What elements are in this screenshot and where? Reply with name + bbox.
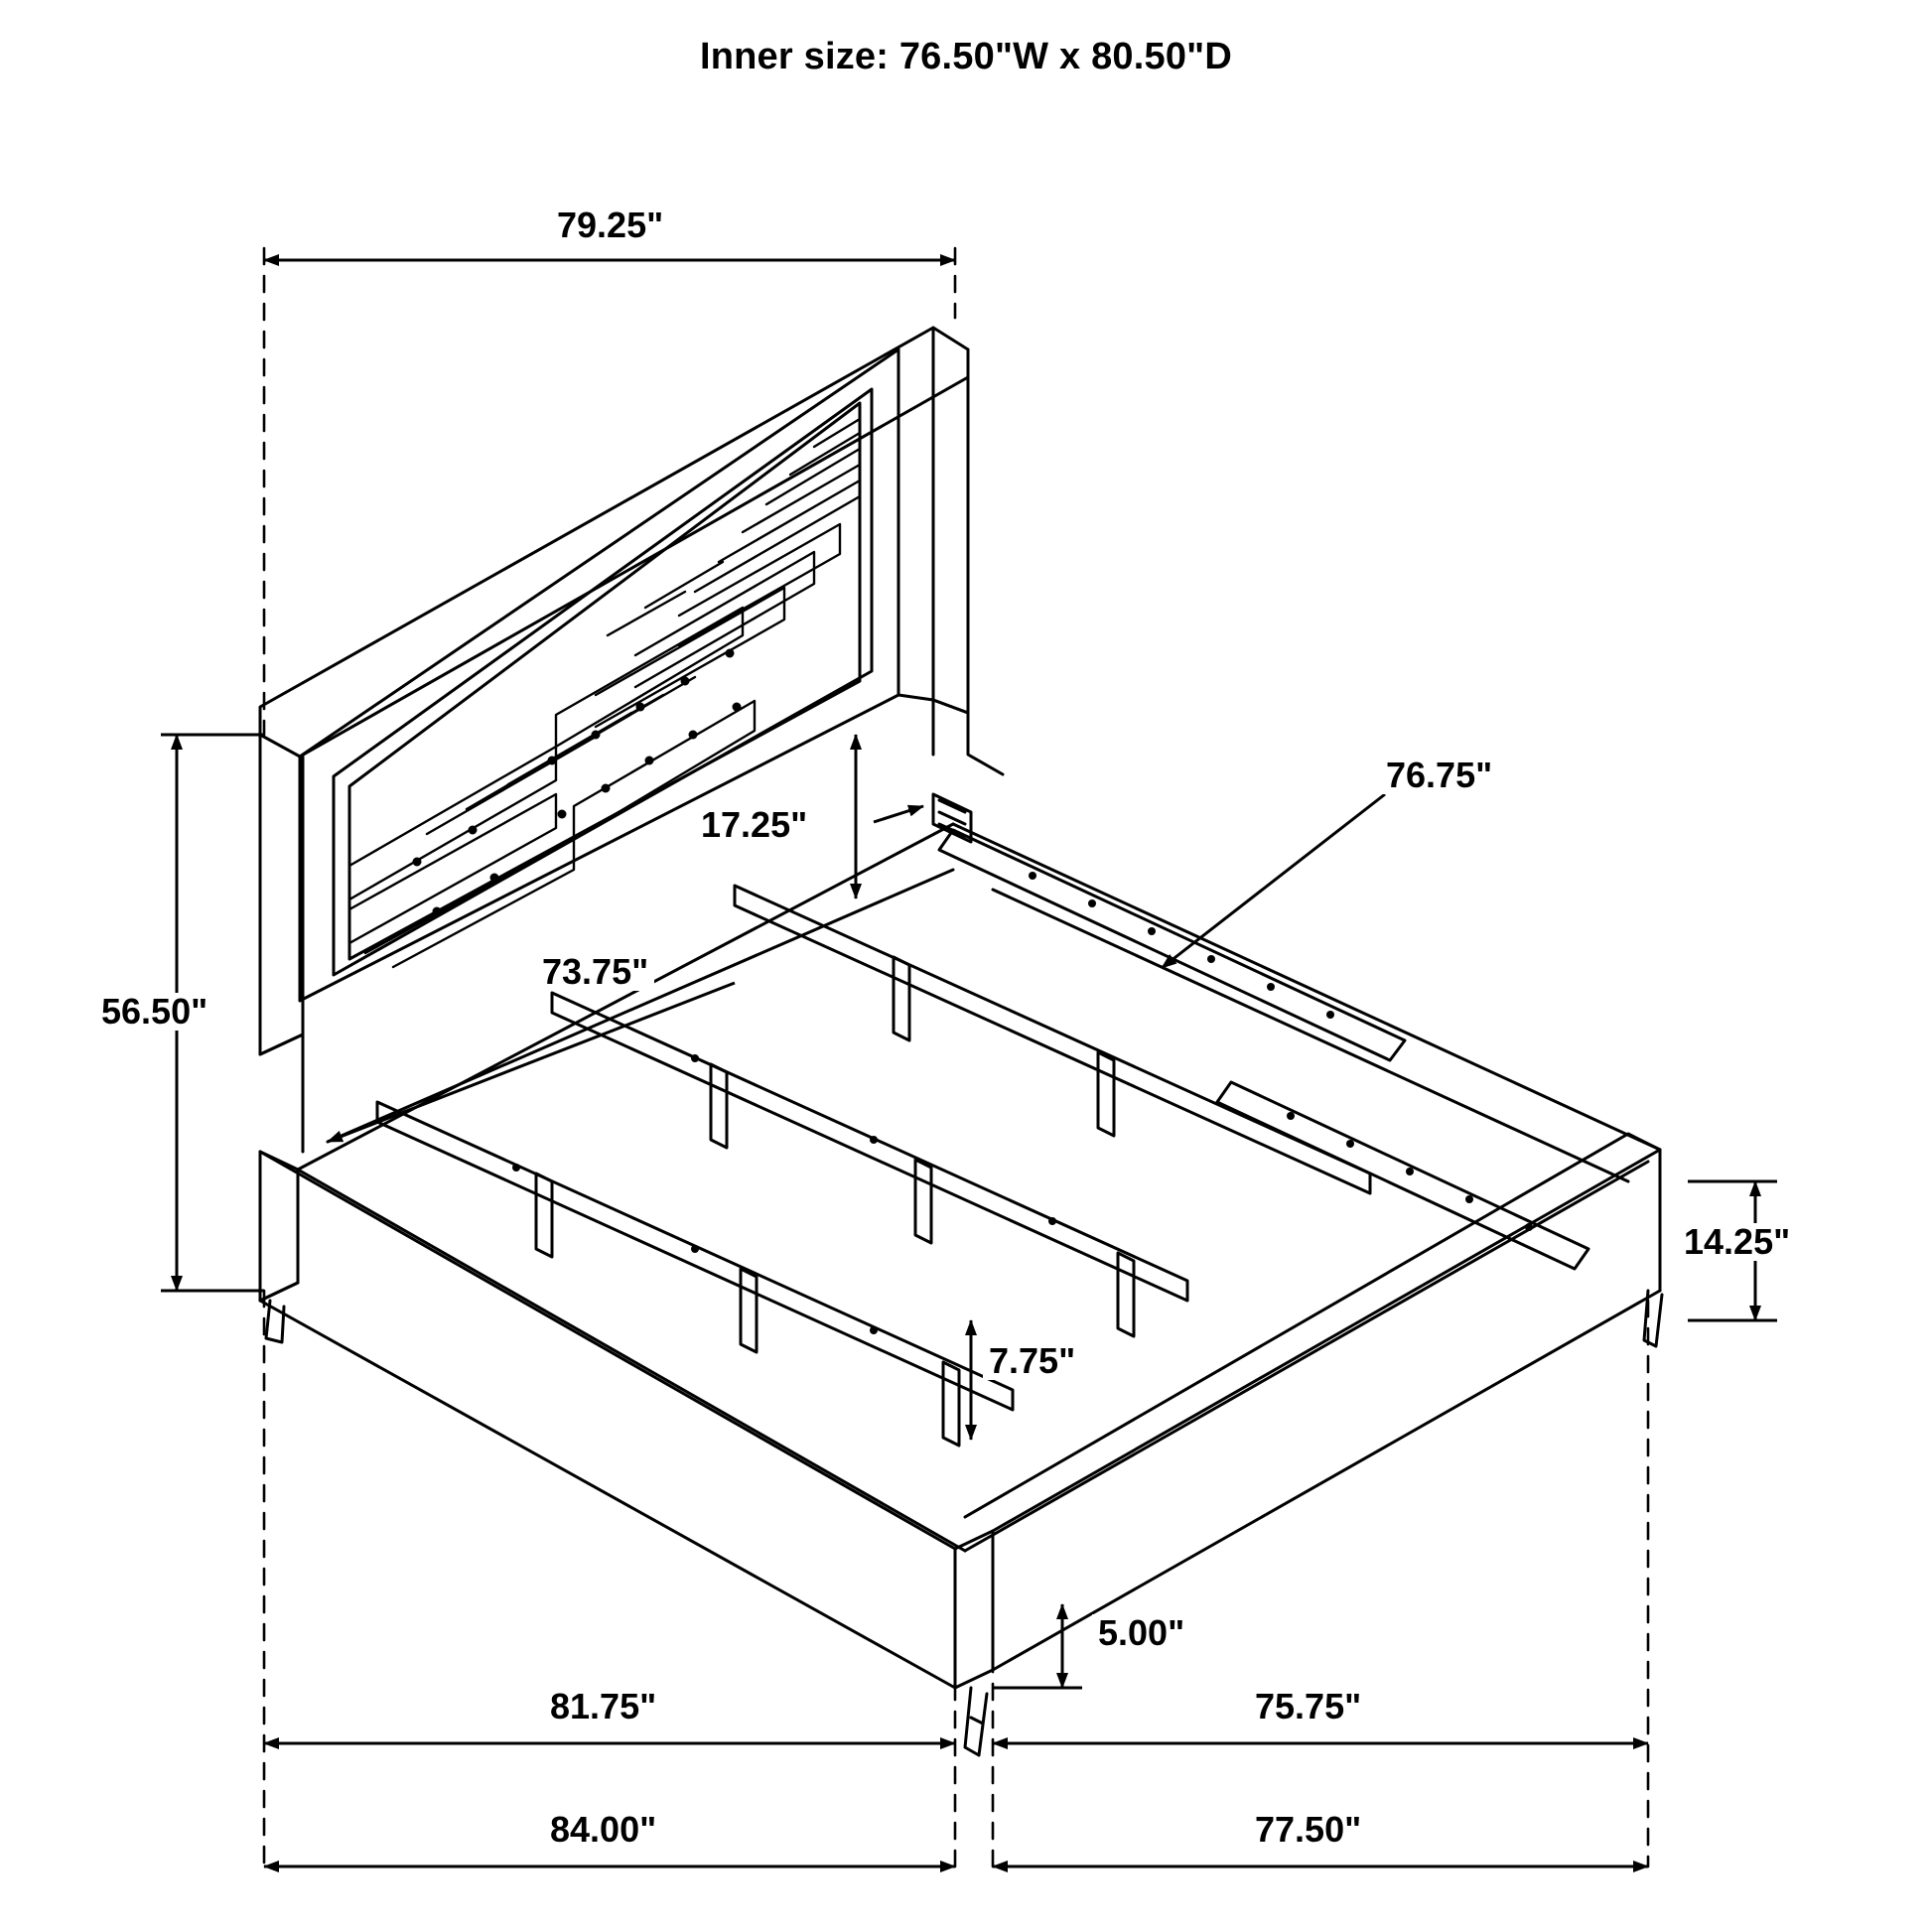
page-title: Inner size: 76.50"W x 80.50"D <box>699 36 1233 77</box>
dimension-label-overall-length-right: 77.50" <box>1249 1811 1367 1849</box>
dimension-label-overall-height: 56.50" <box>95 993 213 1031</box>
dimension-label-footboard-height: 14.25" <box>1678 1223 1796 1261</box>
dimension-label-headboard-width: 79.25" <box>551 207 669 244</box>
dimension-label-rail-inner-width: 73.75" <box>536 953 654 991</box>
dimension-label-side-rail-length: 76.75" <box>1380 757 1498 794</box>
dimension-label-headboard-clearance: 17.25" <box>695 806 813 844</box>
dimension-label-overall-length-left: 84.00" <box>544 1811 662 1849</box>
dimension-label-leg-height: 5.00" <box>1092 1614 1190 1652</box>
dimension-label-frame-length-right: 75.75" <box>1249 1688 1367 1725</box>
dimension-label-slat-support-height: 7.75" <box>983 1342 1081 1380</box>
dimension-label-frame-length-left: 81.75" <box>544 1688 662 1725</box>
